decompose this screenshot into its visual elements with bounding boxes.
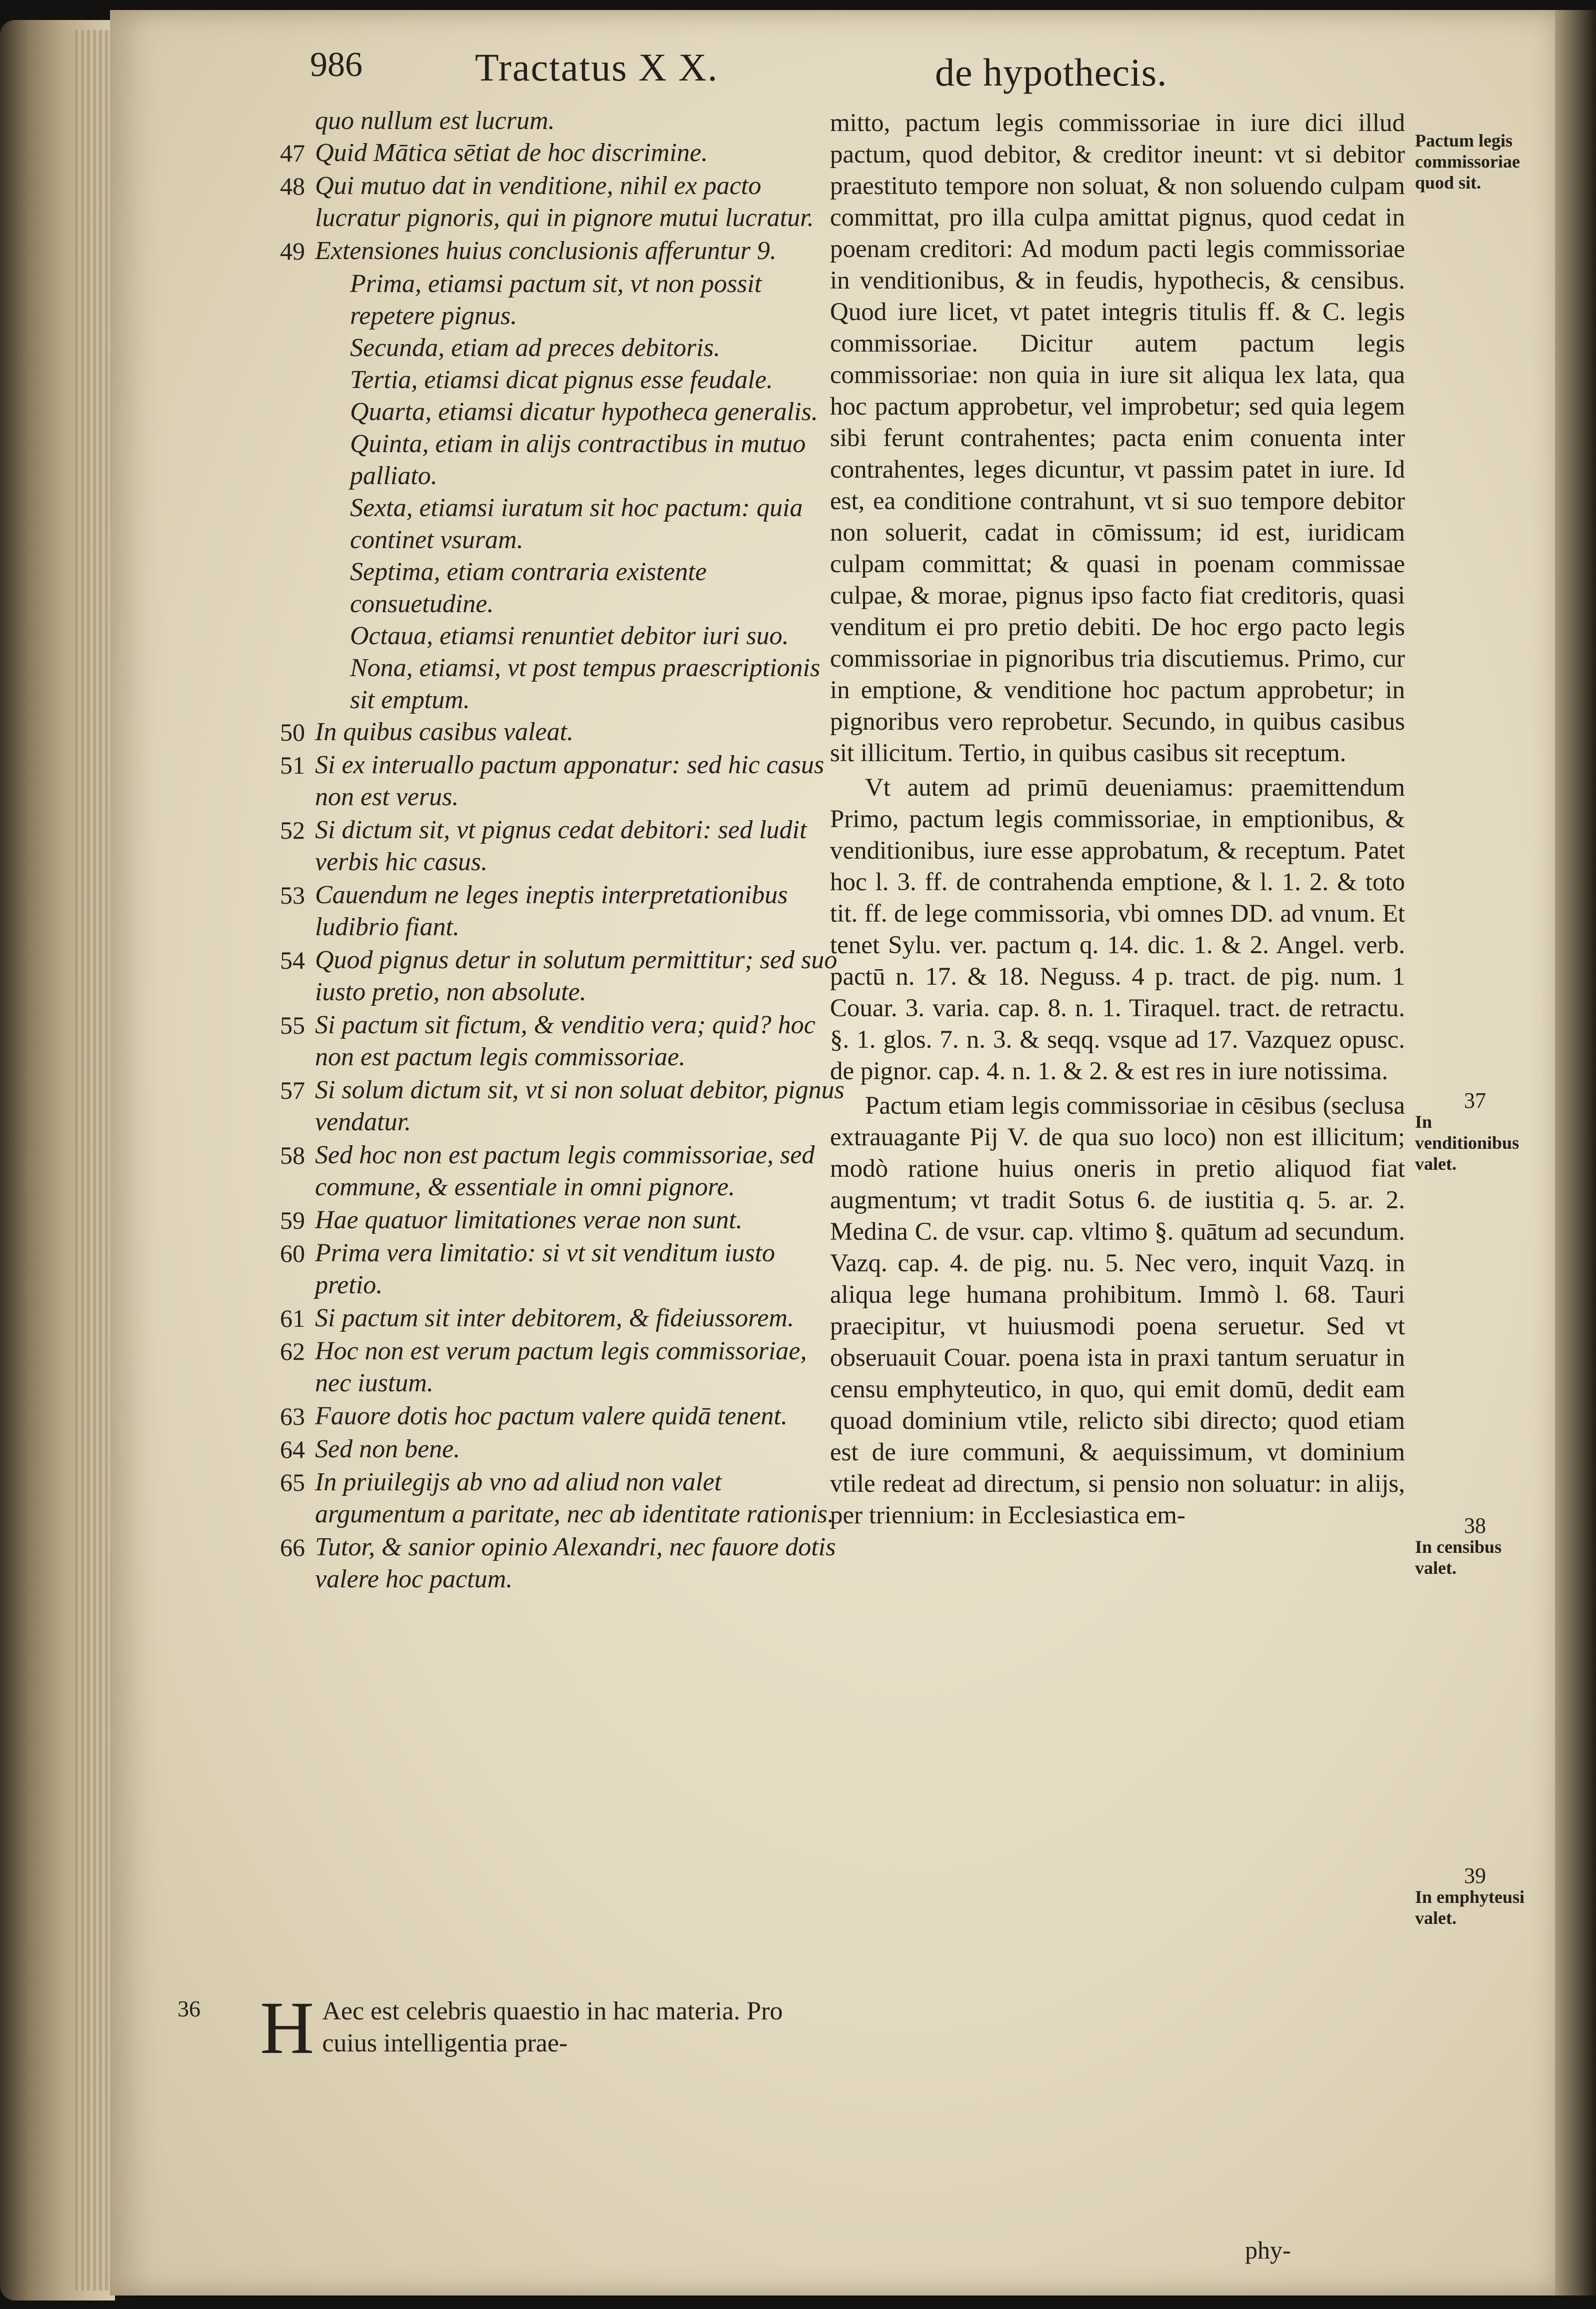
summary-text: Si dictum sit, vt pignus cedat debitori: sed ludit verbis hic casus.: [315, 816, 807, 876]
summary-number: 60: [280, 1239, 305, 1267]
summary-entry: [280, 137, 845, 169]
summary-number: 48: [280, 172, 305, 200]
summary-continuation: quo nullum est lucrum.: [315, 107, 555, 135]
summary-entry: [280, 1433, 845, 1465]
summary-number: 50: [280, 718, 305, 746]
summary-number: 64: [280, 1435, 305, 1463]
page-stack: [75, 30, 115, 2290]
margin-number: 36: [178, 1996, 200, 2021]
extension-item: Sexta, etiamsi iuratum sit hoc pactum: quia continet vsuram.: [350, 494, 803, 554]
paragraph: Vt autem ad primū deueniamus: praemittendum Primo, pactum legis commissoriae, in emptionibus, & venditionibus, iure esse approbatum, & receptum. Patet hoc l. 3. ff. de contrahenda emptione, & l. 1. 2. & toto tit. ff. de lege commissoria, vbi omnes DD. ad vnum. Et tenet Sylu. ver. pactum q. 14. dic. 1. & 2. Angel. verb. pactū n. 17. & 18. Neguss. 4 p. tract. de pig. num. 1 Couar. 3. varia. cap. 8. n. 1. Tiraquel. tract. de retractu. §. 1. glos. 7. n. 3. & seqq. vsque ad 17. Vazquez opusc. de pignor. cap. 4. n. 1. & 2. & est res in iure notissima.: [830, 774, 1405, 1085]
summary-entry: [280, 235, 845, 267]
summary-text: Quod pignus detur in solutum permittitur; sed suo iusto pretio, non absolute.: [315, 946, 838, 1006]
summary-text: Prima vera limitatio: si vt sit venditum iusto pretio.: [315, 1239, 776, 1299]
summary-text: Si pactum sit inter debitorem, & fideiussorem.: [315, 1304, 794, 1332]
summary-entry: [280, 1531, 845, 1595]
main-text-column: [830, 108, 1405, 1534]
extension-item: Octaua, etiamsi renuntiet debitor iuri suo.: [350, 622, 789, 650]
summary-entry: [280, 1204, 845, 1236]
extension-item: Prima, etiamsi pactum sit, vt non possit repetere pignus.: [350, 270, 762, 330]
extension-item: Nona, etiamsi, vt post tempus praescriptionis sit emptum.: [350, 654, 820, 714]
summary-number: 57: [280, 1076, 305, 1104]
summary-number: 65: [280, 1468, 305, 1496]
summary-number: 49: [280, 237, 305, 265]
paragraph: mitto, pactum legis commissoriae in iure dici illud pactum, quod debitor, & creditor ineunt: vt si debitor praestituto tempore non soluat, & non soluendo culpam committat, pro illa culpa amittat pignus, quod cedat in poenam creditori: Ad modum pacti legis commissoriae in venditionibus, & in feudis, hypothecis, & censibus. Quod iure licet, vt patet integris titulis ff. & C. legis commissoriae. Dicitur autem pactum legis commissoriae: non quia in iure sit aliqua lex lata, qua hoc pactum approbetur, vel improbetur; sed quia legem sibi ferunt contrahentes; pacta enim conuenta inter contrahentes, leges dicuntur, vt passim patet in iure. Id est, ea conditione contrahunt, vt si suo tempore debitor non soluerit, cadat in cōmissum; id est, iuridicam culpam committat; & quasi in poenam commissae culpae, & morae, pignus ipso facto fiat creditoris, quasi venditum ei pro pretio debiti. De hoc ergo pacto legis commissoriae in pignoribus tria discutiemus. Primo, cur in emptione, & venditione hoc pactum approbetur; in pignoribus vero reprobetur. Secundo, in quibus casibus sit illicitum. Tertio, in quibus casibus sit receptum.: [830, 109, 1405, 767]
summary-number: 58: [280, 1141, 305, 1169]
summary-text: Sed non bene.: [315, 1435, 460, 1463]
summary-text: Hae quatuor limitationes verae non sunt.: [315, 1206, 743, 1234]
paragraph: Pactum etiam legis commissoriae in cēsibus (seclusa extrauagante Pij V. de qua suo loco) non est illicitum; modò ratione huius oneris in pretio aliquod fiat augmentum; vt tradit Sotus 6. de iustitia q. 5. ar. 2. Medina C. de vsur. cap. vltimo §. quātum ad secundum. Vazq. cap. 4. de pig. nu. 5. Nec vero, inquit Vazq. in aliqua lege humana prohibitum. Immò l. 68. Tauri praecipitur, vt huiusmodi poena seruetur. Sed vt obseruauit Couar. poena ista in praxi tantum seruatur in censu emphyteutico, in quo, qui emit domū, dedit eam quoad dominium vtile, relicto sibi directo; quod etiam est de iure communi, & aequissimum, vt dominium vtile redeat ad directum, si pensio non soluatur: in alijs, per triennium: in Ecclesiastica em-: [830, 1092, 1405, 1529]
summary-number: 53: [280, 881, 305, 909]
summary-text: Quid Mātica sētiat de hoc discrimine.: [315, 139, 708, 167]
extension-item: Quarta, etiamsi dicatur hypotheca generalis.: [350, 398, 818, 426]
running-header: [310, 35, 1260, 105]
summary-text: Cauendum ne leges ineptis interpretationibus ludibrio fiant.: [315, 881, 788, 941]
marginal-gloss: [1415, 130, 1535, 193]
gloss-number: 38: [1464, 1513, 1486, 1538]
summary-number: 55: [280, 1011, 305, 1039]
summary-number: 54: [280, 946, 305, 974]
summary-entry: [280, 1074, 845, 1138]
summary-text: Si solum dictum sit, vt si non soluat debitor, pignus vendatur.: [315, 1076, 844, 1136]
extension-item: Secunda, etiam ad preces debitoris.: [350, 334, 720, 362]
summary-number: 61: [280, 1304, 305, 1332]
summary-number: 66: [280, 1533, 305, 1561]
summary-text: In quibus casibus valeat.: [315, 718, 574, 746]
summary-entry: [280, 1466, 845, 1530]
header-title-right: de hypothecis.: [935, 51, 1168, 94]
summary-text: Extensiones huius conclusionis afferuntur 9.: [315, 237, 776, 265]
summary-text: Sed hoc non est pactum legis commissoriae, sed commune, & essentiale in omni pignore.: [315, 1141, 815, 1201]
opening-paragraph: [260, 1986, 820, 2069]
summary-entry: [280, 1009, 845, 1073]
page-number: 986: [310, 46, 362, 84]
extension-item: Quinta, etiam in alijs contractibus in mutuo palliato.: [350, 430, 806, 490]
extension-item: Tertia, etiamsi dicat pignus esse feudale.: [350, 366, 773, 394]
summary-text: Hoc non est verum pactum legis commissoriae, nec iustum.: [315, 1337, 807, 1397]
summary-text: Si pactum sit fictum, & venditio vera; quid? hoc non est pactum legis commissoriae.: [315, 1011, 816, 1071]
summary-number: 47: [280, 139, 305, 167]
summary-entry: [280, 814, 845, 878]
summary-entry: [280, 879, 845, 943]
marginal-gloss: [1415, 1865, 1535, 1928]
summary-number: 59: [280, 1206, 305, 1234]
summary-text: In priuilegijs ab vno ad aliud non valet argumentum a paritate, nec ab identitate rationis.: [315, 1468, 834, 1528]
drop-capital: H: [260, 1986, 314, 2069]
summary-text: Si ex interuallo pactum apponatur: sed hic casus non est verus.: [315, 751, 824, 811]
summary-entry: [280, 170, 845, 234]
summary-entry: [280, 1302, 845, 1334]
header-title-left: Tractatus X X.: [475, 46, 718, 89]
gloss-text: In censibus valet.: [1415, 1537, 1502, 1578]
summary-column: [280, 105, 845, 1596]
gloss-text: Pactum legis commissoriae quod sit.: [1415, 131, 1520, 193]
gloss-number: 39: [1464, 1863, 1486, 1888]
summary-number: 63: [280, 1402, 305, 1430]
marginal-gloss: [1415, 1090, 1535, 1174]
gloss-text: In emphyteusi valet.: [1415, 1887, 1525, 1928]
opening-text: Aec est celebris quaestio in hac materia. Pro cuius intelligentia prae-: [322, 1997, 783, 2057]
summary-entry: [280, 1237, 845, 1301]
summary-entry: [280, 716, 845, 748]
summary-entry: [280, 1139, 845, 1203]
summary-entry: [280, 749, 845, 813]
summary-entry: [280, 1400, 845, 1432]
summary-text: Fauore dotis hoc pactum valere quidā tenent.: [315, 1402, 788, 1430]
marginal-gloss: [1415, 1515, 1535, 1578]
summary-text: Qui mutuo dat in venditione, nihil ex pacto lucratur pignoris, qui in pignore mutui lucratur.: [315, 172, 814, 232]
summary-number: 62: [280, 1337, 305, 1365]
summary-number: 51: [280, 751, 305, 779]
gloss-number: 37: [1464, 1088, 1486, 1113]
gutter-shadow: [1555, 10, 1596, 2295]
gloss-text: In venditionibus valet.: [1415, 1112, 1520, 1174]
catchword: phy-: [1245, 2236, 1291, 2264]
extension-item: Septima, etiam contraria existente consuetudine.: [350, 558, 707, 618]
summary-number: 52: [280, 816, 305, 844]
summary-text: Tutor, & sanior opinio Alexandri, nec fauore dotis valere hoc pactum.: [315, 1533, 836, 1593]
summary-entry: [280, 1335, 845, 1399]
summary-entry: [280, 944, 845, 1008]
